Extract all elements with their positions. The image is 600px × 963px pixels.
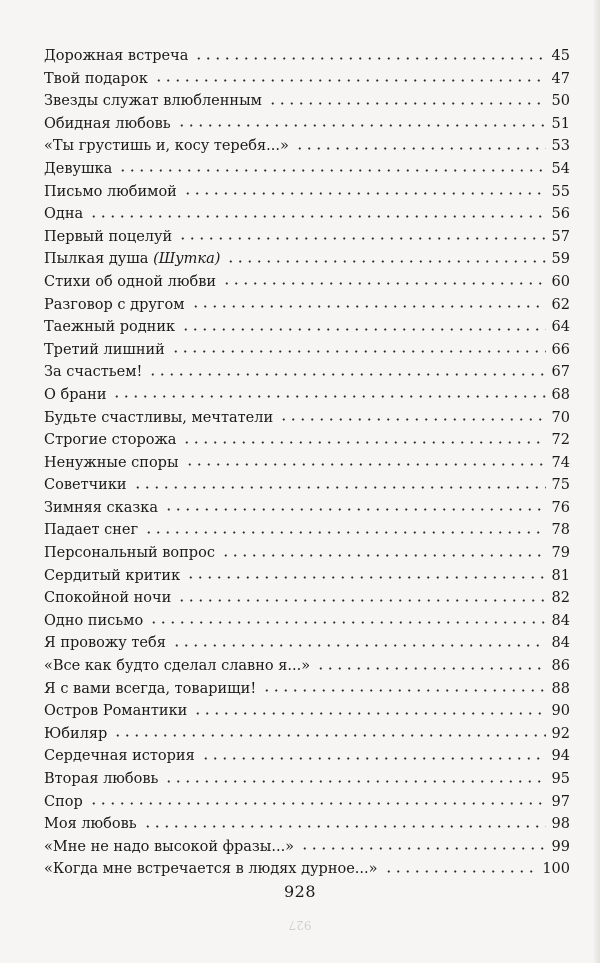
entry-title xyxy=(44,294,189,317)
entry-page-number: 68 xyxy=(551,386,570,403)
entry-page-number: 98 xyxy=(551,816,570,833)
entry-title xyxy=(44,407,277,430)
entry-title-text: Сердечная история xyxy=(44,748,195,765)
dot-leader xyxy=(144,520,546,535)
entry-page-number: 64 xyxy=(551,319,570,336)
dot-leader xyxy=(185,452,546,467)
entry-title-text: Письмо любимой xyxy=(44,183,177,200)
dot-leader xyxy=(177,113,546,128)
entry-page-number: 95 xyxy=(551,771,570,787)
entry-page-number: 57 xyxy=(551,228,570,245)
dot-leader xyxy=(154,68,546,83)
dot-leader xyxy=(89,204,545,219)
entry-title-text: «Ты грустишь и, косу теребя...» xyxy=(44,138,289,155)
dot-leader xyxy=(300,836,545,851)
toc-entry xyxy=(44,745,570,768)
dot-leader xyxy=(201,746,546,761)
entry-title xyxy=(44,610,147,633)
toc-entry xyxy=(44,791,570,814)
toc-entry xyxy=(44,45,570,68)
entry-title xyxy=(44,158,116,181)
entry-page-number: 45 xyxy=(551,48,570,64)
entry-title-text: Стихи об одной любви xyxy=(44,273,217,290)
entry-title xyxy=(44,519,142,542)
entry-title-text: За счастьем! xyxy=(44,364,143,381)
toc-entry xyxy=(44,113,570,136)
entry-title-text: Падает снег xyxy=(44,522,139,539)
toc-entry xyxy=(44,271,570,294)
entry-title xyxy=(44,745,199,768)
toc-entry xyxy=(44,452,570,475)
entry-title-text: Пылкая душа xyxy=(44,251,149,268)
dot-leader xyxy=(89,791,546,806)
toc-entry xyxy=(44,678,570,701)
toc-entry xyxy=(44,407,570,430)
entry-title xyxy=(44,181,181,204)
entry-title-text: Первый поцелуй xyxy=(44,228,173,245)
dot-leader xyxy=(113,723,545,738)
toc-entry xyxy=(44,519,570,542)
toc-entry xyxy=(44,203,570,226)
entry-title-text: Будьте счастливы, мечтатели xyxy=(44,409,274,426)
entry-title-text: Остров Романтики xyxy=(44,703,188,720)
entry-title xyxy=(44,135,293,158)
entry-title xyxy=(44,474,131,497)
dot-leader xyxy=(222,271,546,286)
entry-page-number: 53 xyxy=(551,138,570,155)
entry-page-number: 54 xyxy=(551,160,570,177)
entry-page-number: 50 xyxy=(551,93,570,110)
dot-leader xyxy=(164,497,546,512)
entry-title-text: Спокойной ночи xyxy=(44,590,172,607)
entry-title-text: Девушка xyxy=(44,160,113,177)
entry-title xyxy=(44,542,219,565)
entry-title-note: (Шутка) xyxy=(153,251,221,268)
dot-leader xyxy=(384,859,537,874)
entry-title xyxy=(44,497,162,520)
entry-page-number: 72 xyxy=(551,432,570,449)
entry-title-text: Вторая любовь xyxy=(44,771,159,787)
toc-entry xyxy=(44,474,570,497)
entry-title-text: Твой подарок xyxy=(44,70,148,87)
entry-title xyxy=(44,655,314,678)
entry-page-number: 90 xyxy=(551,703,570,720)
entry-title-text: Сердитый критик xyxy=(44,567,181,584)
dot-leader xyxy=(191,294,546,309)
dot-leader xyxy=(178,226,545,241)
entry-title xyxy=(44,361,146,384)
table-of-contents xyxy=(44,45,570,881)
entry-title-text: «Когда мне встречается в людях дурное...» xyxy=(44,861,378,878)
entry-title-text: Зимняя сказка xyxy=(44,499,158,516)
entry-page-number: 99 xyxy=(551,838,570,855)
dot-leader xyxy=(171,339,546,354)
entry-title xyxy=(44,248,224,271)
toc-entry xyxy=(44,700,570,723)
toc-entry xyxy=(44,655,570,678)
dot-leader xyxy=(148,362,545,377)
entry-title-text: Третий лишний xyxy=(44,341,165,358)
entry-title xyxy=(44,813,141,836)
dot-leader xyxy=(183,181,546,196)
entry-title-text: Обидная любовь xyxy=(44,115,171,132)
toc-entry xyxy=(44,68,570,91)
bleed-through-page-number: 927 xyxy=(288,918,312,932)
toc-entry xyxy=(44,361,570,384)
toc-entry xyxy=(44,429,570,452)
toc-entry xyxy=(44,836,570,859)
entry-title-text: Юбиляр xyxy=(44,725,108,742)
entry-page-number: 62 xyxy=(551,296,570,313)
entry-page-number: 59 xyxy=(551,251,570,268)
entry-title xyxy=(44,565,184,588)
dot-leader xyxy=(262,678,545,693)
toc-entry xyxy=(44,384,570,407)
entry-title xyxy=(44,316,179,339)
entry-title xyxy=(44,632,170,655)
entry-title xyxy=(44,700,191,723)
dot-leader xyxy=(221,543,546,558)
entry-title xyxy=(44,768,162,791)
toc-entry xyxy=(44,158,570,181)
page-edge xyxy=(594,0,600,963)
dot-leader xyxy=(118,158,545,173)
toc-entry xyxy=(44,248,570,271)
entry-page-number: 94 xyxy=(551,748,570,765)
entry-title-text: Разговор с другом xyxy=(44,296,185,313)
dot-leader xyxy=(316,656,545,671)
entry-page-number: 84 xyxy=(551,612,570,629)
toc-entry xyxy=(44,497,570,520)
entry-page-number: 86 xyxy=(551,658,570,675)
toc-entry xyxy=(44,632,570,655)
dot-leader xyxy=(182,430,545,445)
entry-title xyxy=(44,587,175,610)
entry-page-number: 51 xyxy=(551,115,570,132)
entry-title xyxy=(44,452,183,475)
entry-page-number: 67 xyxy=(551,364,570,381)
toc-entry xyxy=(44,542,570,565)
entry-title xyxy=(44,723,111,746)
entry-page-number: 84 xyxy=(551,635,570,652)
entry-title-text: Звезды служат влюбленным xyxy=(44,93,262,110)
entry-title-text: Ненужные споры xyxy=(44,454,179,471)
entry-title-text: «Все как будто сделал славно я...» xyxy=(44,658,311,675)
entry-title xyxy=(44,384,110,407)
toc-entry xyxy=(44,135,570,158)
entry-title-text: Одно письмо xyxy=(44,612,144,629)
dot-leader xyxy=(193,701,545,716)
entry-title xyxy=(44,68,152,91)
entry-page-number: 100 xyxy=(542,861,570,878)
entry-title xyxy=(44,678,260,701)
dot-leader xyxy=(226,249,545,264)
entry-page-number: 55 xyxy=(551,183,570,200)
entry-title-text: Спор xyxy=(44,793,83,810)
entry-title-text: Персональный вопрос xyxy=(44,545,215,562)
toc-entry xyxy=(44,565,570,588)
dot-leader xyxy=(143,814,546,829)
entry-page-number: 56 xyxy=(551,206,570,223)
dot-leader xyxy=(177,588,545,603)
entry-title xyxy=(44,45,192,68)
toc-entry xyxy=(44,316,570,339)
entry-title-text: Советчики xyxy=(44,477,127,494)
entry-page-number: 81 xyxy=(551,567,570,584)
dot-leader xyxy=(295,136,546,151)
entry-page-number: 47 xyxy=(551,70,570,87)
entry-title-text: Таежный родник xyxy=(44,319,176,336)
toc-entry xyxy=(44,226,570,249)
entry-page-number: 79 xyxy=(551,545,570,562)
dot-leader xyxy=(268,91,546,106)
entry-title xyxy=(44,339,169,362)
entry-page-number: 92 xyxy=(551,725,570,742)
entry-page-number: 78 xyxy=(551,522,570,539)
entry-title xyxy=(44,271,220,294)
dot-leader xyxy=(181,317,546,332)
toc-entry xyxy=(44,181,570,204)
dot-leader xyxy=(149,610,545,625)
entry-page-number: 60 xyxy=(551,273,570,290)
toc-entry xyxy=(44,339,570,362)
entry-title xyxy=(44,226,176,249)
entry-title-text: Строгие сторожа xyxy=(44,432,177,449)
toc-entry xyxy=(44,858,570,881)
dot-leader xyxy=(279,407,545,422)
toc-entry xyxy=(44,587,570,610)
entry-title xyxy=(44,429,180,452)
entry-title-text: «Мне не надо высокой фразы...» xyxy=(44,838,295,855)
entry-title xyxy=(44,836,298,859)
entry-title xyxy=(44,113,175,136)
entry-page-number: 66 xyxy=(551,341,570,358)
entry-title xyxy=(44,858,382,881)
toc-entry xyxy=(44,813,570,836)
toc-entry xyxy=(44,768,570,791)
page-number: 928 xyxy=(283,882,317,901)
entry-title xyxy=(44,90,266,113)
dot-leader xyxy=(194,46,545,61)
dot-leader xyxy=(133,475,546,490)
dot-leader xyxy=(186,565,545,580)
toc-entry xyxy=(44,90,570,113)
entry-title-text: Дорожная встреча xyxy=(44,48,189,64)
entry-title xyxy=(44,791,87,814)
toc-entry xyxy=(44,294,570,317)
toc-entry xyxy=(44,723,570,746)
entry-title-text: Моя любовь xyxy=(44,816,137,833)
entry-page-number: 82 xyxy=(551,590,570,607)
entry-title-text: Я провожу тебя xyxy=(44,635,166,652)
entry-page-number: 88 xyxy=(551,680,570,697)
dot-leader xyxy=(172,633,546,648)
entry-page-number: 74 xyxy=(551,454,570,471)
entry-page-number: 76 xyxy=(551,499,570,516)
entry-title-text: Я с вами всегда, товарищи! xyxy=(44,680,257,697)
dot-leader xyxy=(112,384,545,399)
entry-title-text: Одна xyxy=(44,206,84,223)
entry-page-number: 75 xyxy=(551,477,570,494)
entry-title xyxy=(44,203,87,226)
entry-page-number: 70 xyxy=(551,409,570,426)
entry-page-number: 97 xyxy=(551,793,570,810)
entry-title-text: О брани xyxy=(44,386,107,403)
toc-entry xyxy=(44,610,570,633)
dot-leader xyxy=(164,769,545,784)
